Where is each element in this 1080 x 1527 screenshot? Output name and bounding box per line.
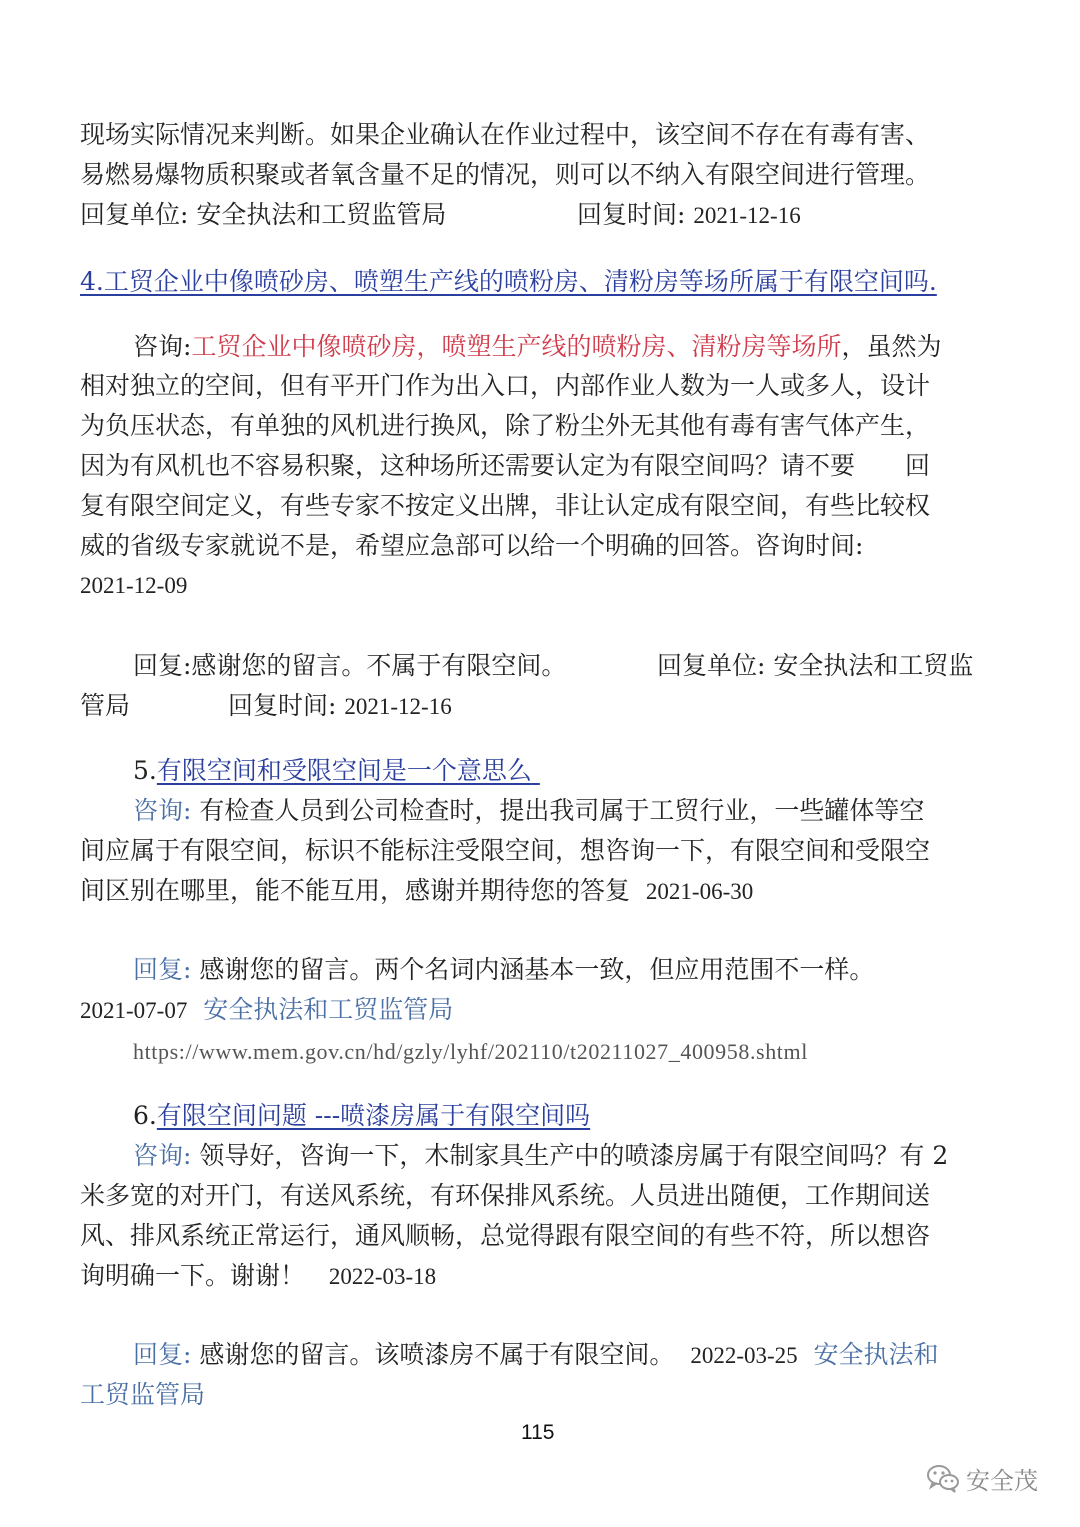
q6-consult-line-1: 咨询: 领导好，咨询一下，木制家具生产中的喷漆房属于有限空间吗？有 2 bbox=[133, 1141, 949, 1170]
q4-consult-line-2: 相对独立的空间，但有平开门作为出入口，内部作业人数为一人或多人，设计 bbox=[80, 371, 931, 400]
q4-reply-time: 回复时间: 2021-12-16 bbox=[228, 691, 452, 720]
q5-consult-line-2: 间应属于有限空间，标识不能标注受限空间，想咨询一下，有限空间和受限空 bbox=[80, 836, 931, 865]
q4-heading-link[interactable]: 4.工贸企业中像喷砂房、喷塑生产线的喷粉房、清粉房等场所属于有限空间吗. bbox=[80, 267, 937, 296]
q6-reply-label: 回复: bbox=[133, 1340, 192, 1369]
q6-consult-label: 咨询: bbox=[133, 1141, 192, 1170]
q5-reply-unit: 安全执法和工贸监管局 bbox=[203, 995, 454, 1024]
q4-reply-unit-cont: 管局 bbox=[80, 691, 131, 720]
q5-consult-date: 2021-06-30 bbox=[645, 879, 754, 904]
q4-consult-line-4: 因为有风机也不容易积聚，这种场所还需要认定为有限空间吗？请不要 回 bbox=[80, 451, 931, 480]
watermark-text: 安全茂 bbox=[966, 1466, 1038, 1495]
page-number: 115 bbox=[521, 1421, 555, 1444]
q4-reply-text: 回复:感谢您的留言。不属于有限空间。 bbox=[133, 651, 567, 680]
q5-source-url[interactable]: https://www.mem.gov.cn/hd/gzly/lyhf/202110/t20211027_400958.shtml bbox=[133, 1039, 808, 1064]
q6-consult-line-3: 风、排风系统正常运行，通风顺畅，总觉得跟有限空间的有些不符，所以想咨 bbox=[80, 1221, 931, 1250]
q4-consult-date: 2021-12-09 bbox=[80, 573, 188, 598]
q4-consult-line-3: 为负压状态，有单独的风机进行换风，除了粉尘外无其他有毒有害气体产生， bbox=[80, 411, 931, 440]
intro-reply-time: 回复时间: 2021-12-16 bbox=[577, 200, 801, 229]
q5-number: 5. bbox=[133, 756, 157, 785]
wechat-icon bbox=[926, 1463, 960, 1493]
q6-consult-line-2: 米多宽的对开门，有送风系统，有环保排风系统。人员进出随便，工作期间送 bbox=[80, 1181, 931, 1210]
q5-reply-line-1: 回复: 感谢您的留言。两个名词内涵基本一致，但应用范围不一样。 bbox=[133, 955, 875, 984]
q5-reply-label: 回复: bbox=[133, 955, 192, 984]
q6-consult-date: 2022-03-18 bbox=[328, 1264, 437, 1289]
intro-line-1: 现场实际情况来判断。如果企业确认在作业过程中，该空间不存在有毒有害、 bbox=[80, 120, 931, 149]
intro-line-2: 易燃易爆物质积聚或者氧含量不足的情况，则可以不纳入有限空间进行管理。 bbox=[80, 160, 931, 189]
q5-consult-line-1: 咨询: 有检查人员到公司检查时，提出我司属于工贸行业，一些罐体等空 bbox=[133, 796, 925, 825]
intro-reply-unit: 回复单位: 安全执法和工贸监管局 bbox=[80, 200, 447, 229]
q6-number: 6. bbox=[133, 1101, 157, 1130]
q5-consult-line-3: 间区别在哪里，能不能互用，感谢并期待您的答复 2021-06-30 bbox=[80, 876, 754, 905]
q6-heading bbox=[133, 1097, 590, 1135]
q4-consult-line-1: 咨询:工贸企业中像喷砂房，喷塑生产线的喷粉房、清粉房等场所，虽然为 bbox=[133, 332, 942, 361]
q5-heading-link[interactable]: 有限空间和受限空间是一个意思么 bbox=[156, 756, 532, 785]
q6-consult-line-4: 询明确一下。谢谢！ 2022-03-18 bbox=[80, 1261, 437, 1290]
q6-heading-link[interactable]: 有限空间问题 ---喷漆房属于有限空间吗 bbox=[156, 1101, 591, 1130]
watermark bbox=[926, 1458, 1038, 1498]
q5-consult-label: 咨询: bbox=[133, 796, 192, 825]
q6-reply-date: 2022-03-25 bbox=[690, 1343, 798, 1368]
q5-reply-date: 2021-07-07 bbox=[80, 998, 188, 1023]
q4-reply-unit: 回复单位: 安全执法和工贸监 bbox=[657, 651, 974, 680]
q4-consult-highlight: 工贸企业中像喷砂房，喷塑生产线的喷粉房、清粉房等场所 bbox=[191, 332, 842, 361]
q5-reply-line-2 bbox=[80, 991, 453, 1029]
q4-consult-line-6: 威的省级专家就说不是，希望应急部可以给一个明确的回答。咨询时间: bbox=[80, 531, 864, 560]
q6-reply-unit: 安全执法和 bbox=[813, 1340, 939, 1369]
q6-reply-line-1: 回复: 感谢您的留言。该喷漆房不属于有限空间。 2022-03-25 安全执法和 bbox=[133, 1340, 939, 1369]
q6-reply-unit-cont: 工贸监管局 bbox=[80, 1380, 206, 1409]
q4-consult-line-5: 复有限空间定义，有些专家不按定义出牌，非让认定成有限空间，有些比较权 bbox=[80, 491, 931, 520]
q5-heading bbox=[133, 752, 540, 790]
